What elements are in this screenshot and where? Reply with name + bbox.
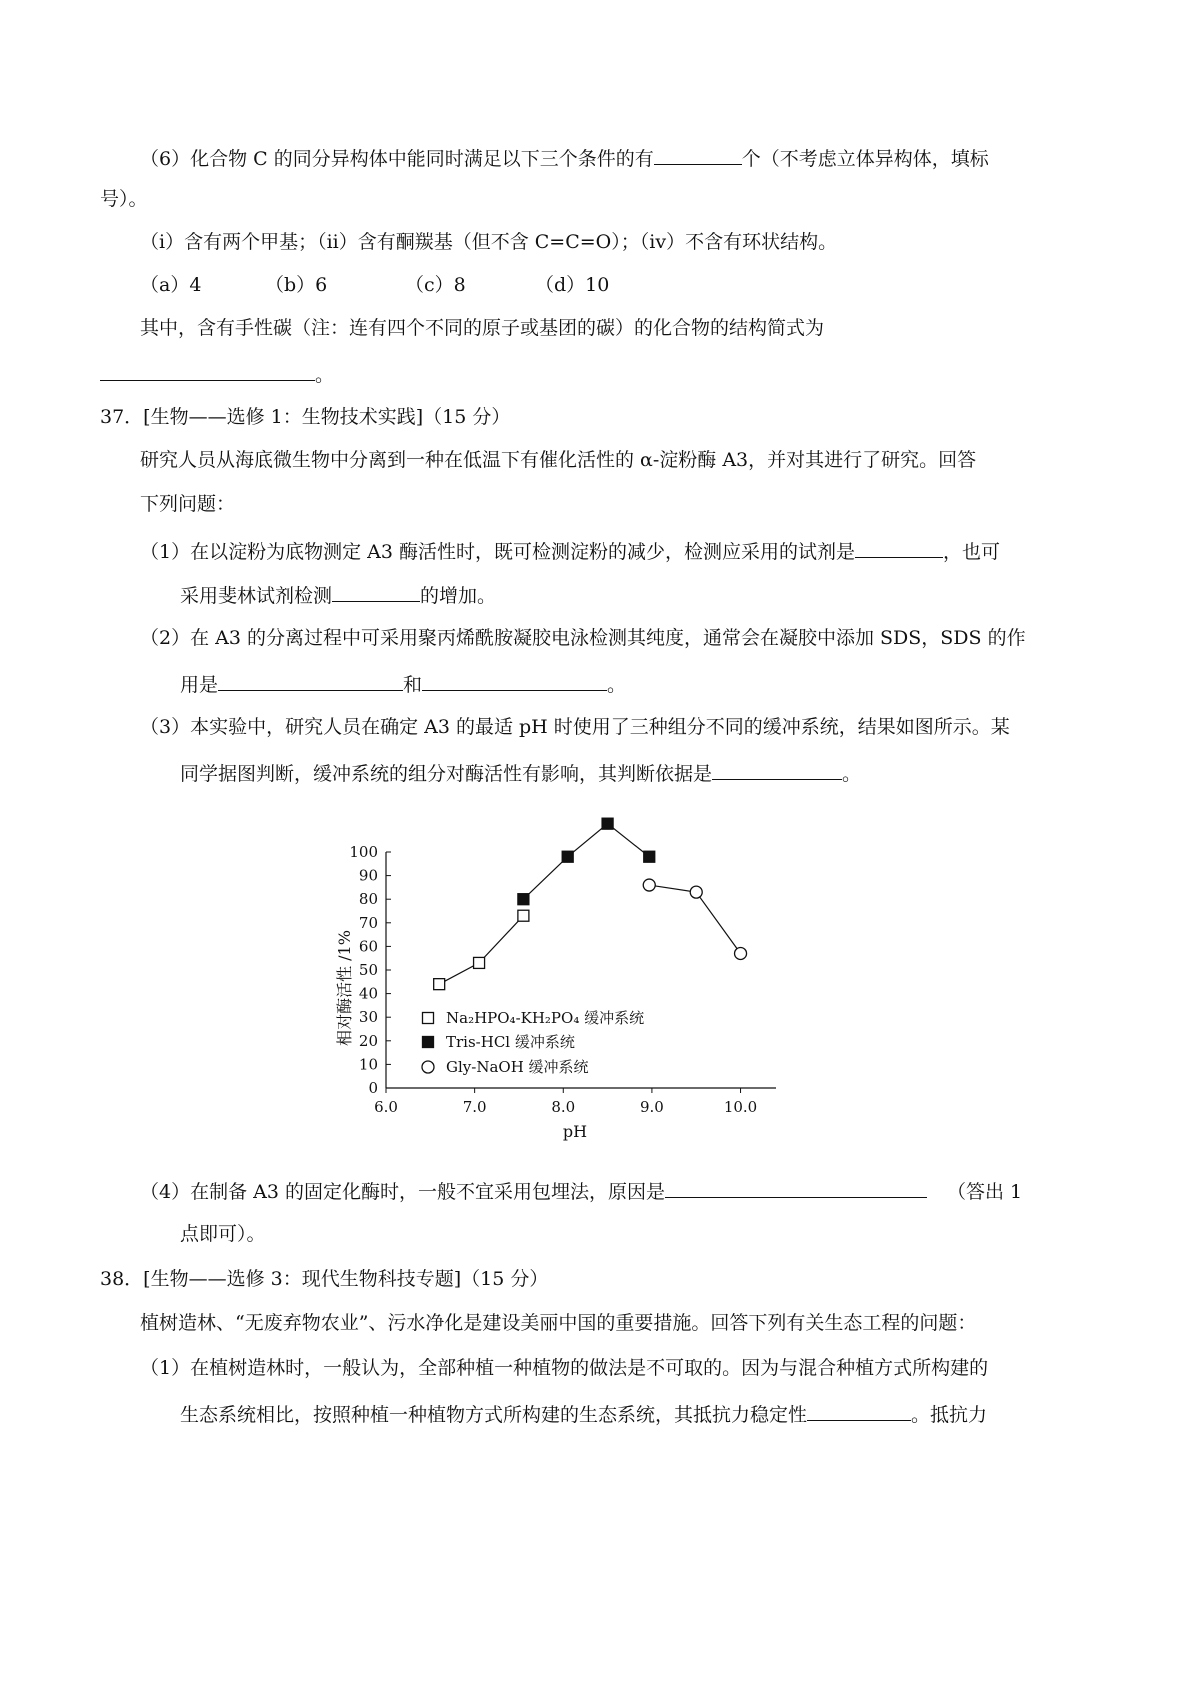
x-tick-labels (374, 1098, 757, 1116)
x-axis-label: pH (562, 1122, 588, 1141)
series-line-tris (523, 824, 649, 900)
chart-legend (422, 1009, 644, 1076)
answer-blank[interactable] (712, 762, 842, 780)
legend-label: Gly-NaOH 缓冲系统 (446, 1058, 589, 1076)
q36-6-conditions: （i）含有两个甲基；（ii）含有酮羰基（但不含 C=C=O）；（iv）不含有环状结构。 (140, 231, 838, 253)
y-tick-label: 70 (358, 913, 378, 932)
q36-6-chiral: 其中，含有手性碳（注：连有四个不同的原子或基团的碳）的化合物的结构简式为 (140, 317, 825, 339)
answer-blank[interactable] (654, 147, 742, 165)
q37-4-line1: （4）在制备 A3 的固定化酶时，一般不宜采用包埋法，原因是 （答出 1 (140, 1181, 1023, 1204)
chart-axes (386, 852, 776, 1093)
q38-header: 38．[生物——选修 3：现代生物科技专题]（15 分） (100, 1268, 549, 1290)
series-line-phosphate (439, 916, 523, 984)
q36-6-text-b: 个（不考虑立体异构体，填标 (741, 148, 989, 171)
x-tick-label: 8.0 (551, 1098, 576, 1116)
legend-label: Tris-HCl 缓冲系统 (446, 1033, 575, 1051)
x-tick-label: 7.0 (462, 1098, 487, 1116)
data-point (644, 851, 655, 862)
y-tick-label: 90 (358, 866, 378, 885)
y-tick-label: 80 (358, 890, 378, 909)
y-tick-label: 30 (358, 1008, 378, 1027)
option-c[interactable]: （c）8 (405, 274, 466, 296)
answer-blank[interactable] (218, 673, 403, 691)
q37-1-line1: （1）在以淀粉为底物测定 A3 酶活性时，既可检测淀粉的减少，检测应采用的试剂是 ，也可 (140, 541, 1000, 564)
series-points (434, 818, 747, 989)
option-b[interactable]: （b）6 (265, 274, 328, 296)
answer-blank[interactable] (100, 363, 315, 381)
x-tick-label: 10.0 (723, 1098, 758, 1116)
y-tick-label: 40 (358, 984, 378, 1003)
data-point (474, 957, 485, 968)
y-axis-label: 相对酶活性 /1% (335, 930, 354, 1046)
legend-label: Na₂HPO₄-KH₂PO₄ 缓冲系统 (446, 1009, 645, 1027)
q38-1-line1: （1）在植树造林时，一般认为，全部种植一种植物的做法是不可取的。因为与混合种植方式所构建的 (140, 1357, 989, 1379)
q37-4-line2: 点即可）。 (180, 1223, 266, 1245)
data-point (518, 910, 529, 921)
q37-2-line2: 用是 和 。 (180, 674, 627, 697)
q37-header: 37．[生物——选修 1：生物技术实践]（15 分） (100, 406, 511, 428)
q37-1-line2: 采用斐林试剂检测 的增加。 (180, 585, 497, 608)
option-d[interactable]: （d）10 (535, 274, 610, 296)
y-tick-label: 0 (368, 1079, 378, 1097)
y-tick-label: 100 (349, 843, 378, 861)
q37-2-line1: （2）在 A3 的分离过程中可采用聚丙烯酰胺凝胶电泳检测其纯度，通常会在凝胶中添加 SDS，SDS 的作 (140, 627, 1026, 649)
y-tick-label: 10 (358, 1055, 378, 1074)
option-a[interactable]: （a）4 (140, 274, 202, 296)
q37-3-line1: （3）本实验中，研究人员在确定 A3 的最适 pH 时使用了三种组分不同的缓冲系统，结果如图所示。某 (140, 716, 1010, 738)
answer-blank[interactable] (855, 540, 943, 558)
data-point (602, 818, 613, 829)
y-tick-label: 20 (358, 1031, 378, 1050)
q36-6-line2: 号）。 (100, 188, 148, 210)
q38-1-line2: 生态系统相比，按照种植一种植物方式所构建的生态系统，其抵抗力稳定性 。抵抗力 (180, 1404, 988, 1427)
q36-6-line1 (140, 147, 989, 169)
q37-3-line2: 同学据图判断，缓冲系统的组分对酶活性有影响，其判断依据是 。 (180, 763, 862, 786)
answer-blank[interactable] (332, 584, 420, 602)
q37-intro-2: 下列问题： (140, 493, 236, 515)
answer-blank[interactable] (665, 1180, 927, 1198)
q36-6-options (140, 276, 609, 295)
data-point (562, 851, 573, 862)
x-tick-label: 9.0 (639, 1098, 664, 1116)
q36-6-text-a: （6）化合物 C 的同分异构体中能同时满足以下三个条件的有 (140, 148, 654, 171)
legend-marker (423, 1013, 434, 1024)
q36-6-chiral-answer: 。 (100, 363, 334, 385)
legend-marker (422, 1061, 434, 1073)
y-tick-label: 60 (358, 937, 378, 956)
answer-blank[interactable] (807, 1403, 911, 1421)
q37-intro-1: 研究人员从海底微生物中分离到一种在低温下有催化活性的 α-淀粉酶 A3，并对其进行了研究。回答 (140, 449, 977, 471)
answer-blank[interactable] (422, 673, 607, 691)
x-tick-label: 6.0 (374, 1098, 398, 1116)
data-point (643, 879, 655, 891)
data-point (690, 886, 702, 898)
data-point (518, 894, 529, 905)
data-point (434, 979, 445, 990)
data-point (735, 947, 747, 959)
enzyme-activity-chart (335, 843, 800, 1160)
y-tick-label: 50 (358, 961, 378, 979)
q38-intro: 植树造林、“无废弃物农业”、污水净化是建设美丽中国的重要措施。回答下列有关生态工程的问题： (140, 1312, 977, 1334)
legend-marker (423, 1037, 434, 1048)
